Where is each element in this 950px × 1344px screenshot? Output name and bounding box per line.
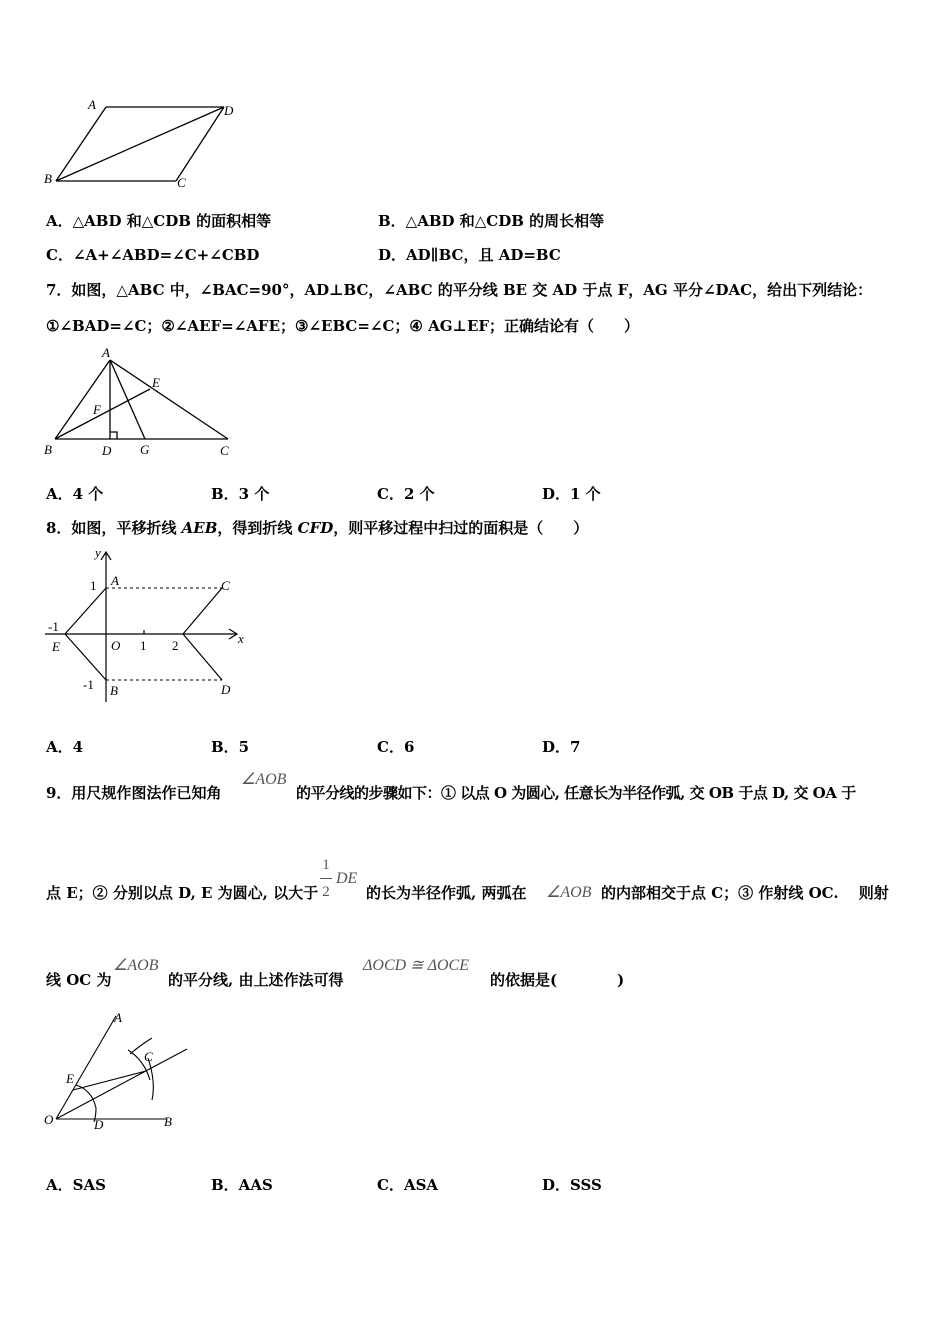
q9-angle-aob-1: ∠AOB (241, 771, 287, 788)
q9-angle-aob-2: ∠AOB (546, 884, 592, 901)
label-y-axis: y (95, 545, 101, 560)
q9-option-d[interactable]: D．SSS (542, 1176, 602, 1194)
q7-option-c[interactable]: C．2 个 (377, 485, 435, 503)
q9-stem-line2-mid: 的长为半径作弧, 两弧在 (366, 884, 527, 902)
tick-one-y: 1 (90, 578, 97, 593)
q7-option-a[interactable]: A．4 个 (46, 485, 104, 503)
triangle-figure (40, 342, 240, 462)
q7-option-b[interactable]: B．3 个 (211, 485, 270, 503)
label-x-axis: x (238, 631, 244, 646)
label-e: E (66, 1071, 74, 1086)
q9-stem-line3-mid: 的平分线, 由上述作法可得 (168, 971, 344, 989)
coordinate-figure (40, 540, 255, 710)
label-a: A (102, 345, 110, 360)
q6-option-a[interactable]: A．△ABD 和△CDB 的面积相等 (46, 212, 272, 230)
label-d: D (102, 443, 112, 458)
q9-angle-aob-3: ∠AOB (113, 957, 159, 974)
q6-option-d[interactable]: D．AD∥BC，且 AD=BC (378, 246, 561, 264)
label-o: O (111, 638, 121, 653)
label-d: D (221, 682, 231, 697)
label-c: C (177, 175, 186, 190)
q7-stem-line1: 7．如图，△ABC 中，∠BAC=90°，AD⊥BC，∠ABC 的平分线 BE 交 AD 于点 F，AG 平分∠DAC，给出下列结论： (46, 281, 873, 299)
polyline-cfd: CFD (297, 519, 334, 537)
label-b: B (44, 171, 52, 186)
label-c: C (144, 1049, 153, 1064)
q9-stem-line3-suffix: 的依据是( ) (490, 971, 625, 989)
q9-option-b[interactable]: B．AAS (211, 1176, 273, 1194)
tick-one-x: 1 (140, 638, 147, 653)
q9-stem-line3-prefix: 线 OC 为 (46, 971, 112, 989)
label-b: B (44, 442, 52, 457)
label-o: O (44, 1112, 54, 1127)
q8-stem: 8．如图，平移折线 AEB，得到折线 CFD，则平移过程中扫过的面积是（ ） (46, 519, 589, 537)
tick-neg-one-x: -1 (48, 619, 59, 634)
q8-option-d[interactable]: D．7 (542, 738, 581, 756)
q6-option-c[interactable]: C．∠A+∠ABD=∠C+∠CBD (46, 246, 260, 264)
label-a: A (88, 97, 96, 112)
q9-option-c[interactable]: C．ASA (377, 1176, 439, 1194)
fraction-numerator: 1 (322, 857, 330, 873)
label-b: B (110, 683, 118, 698)
q7-option-d[interactable]: D．1 个 (542, 485, 601, 503)
fraction-denominator: 2 (322, 884, 330, 900)
polyline-aeb: AEB (181, 519, 218, 537)
label-b: B (164, 1114, 172, 1129)
q7-stem-line2: ①∠BAD=∠C；②∠AEF=∠AFE；③∠EBC=∠C；④ AG⊥EF；正确结论有（ ） (46, 317, 640, 335)
label-e: E (152, 375, 160, 390)
q9-stem-line2-prefix: 点 E；② 分别以点 D, E 为圆心, 以大于 (46, 884, 319, 902)
label-e: E (52, 639, 60, 654)
q9-stem-line2-suffix: 的内部相交于点 C；③ 作射线 OC. 则射 (601, 884, 889, 902)
fraction-bar (320, 878, 332, 879)
label-d: D (224, 103, 234, 118)
label-a: A (111, 573, 119, 588)
q8-option-a[interactable]: A．4 (46, 738, 84, 756)
label-c: C (221, 578, 230, 593)
q9-congruence: ΔOCD ≅ ΔOCE (363, 957, 469, 974)
parallelogram-figure (40, 95, 250, 195)
q8-option-c[interactable]: C．6 (377, 738, 415, 756)
label-a: A (114, 1010, 122, 1025)
label-d: D (94, 1117, 104, 1132)
tick-neg-one-y: -1 (83, 677, 94, 692)
q9-option-a[interactable]: A．SAS (46, 1176, 106, 1194)
q9-segment-de: DE (336, 870, 358, 887)
q9-stem-line1-suffix: 的平分线的步骤如下：① 以点 O 为圆心, 任意长为半径作弧, 交 OB 于点 D, 交 OA 于 (296, 784, 856, 802)
label-f: F (93, 402, 101, 417)
bisector-figure (40, 1008, 200, 1138)
tick-two-x: 2 (172, 638, 179, 653)
label-g: G (140, 442, 150, 457)
label-c: C (220, 443, 229, 458)
q9-stem-line1-prefix: 9．用尺规作图法作已知角 (46, 784, 222, 802)
q8-option-b[interactable]: B．5 (211, 738, 250, 756)
q6-option-b[interactable]: B．△ABD 和△CDB 的周长相等 (378, 212, 605, 230)
